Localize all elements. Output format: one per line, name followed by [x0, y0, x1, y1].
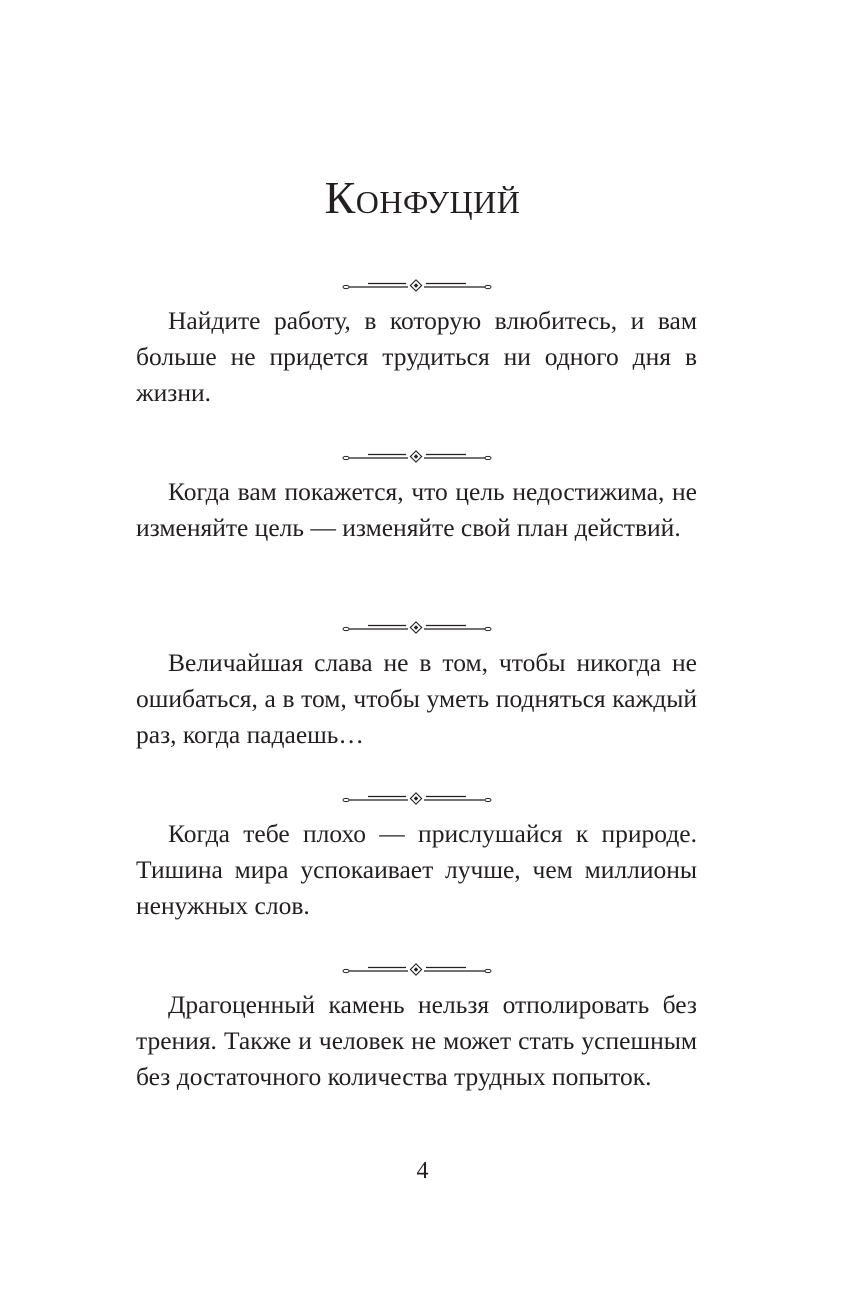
quote-text: Найдите работу, в которую влюбитесь, и вам больше не придется трудиться ни одного дня в жизни.	[136, 306, 697, 407]
quote-3	[136, 645, 697, 753]
quote-text: Когда вам покажется, что цель недостижима, не изменяйте цель — изменяйте свой план действий.	[136, 477, 697, 542]
ornamental-divider-icon	[342, 621, 492, 635]
quote-text: Когда тебе плохо — прислушайся к природе. Тишина мира успокаивает лучше, чем миллионы ненужных слов.	[136, 819, 697, 920]
quote-text: Величайшая слава не в том, чтобы никогда не ошибаться, а в том, чтобы уметь подняться каждый раз, когда падаешь…	[136, 648, 697, 749]
ornamental-divider-icon	[342, 279, 492, 293]
ornamental-divider-icon	[342, 963, 492, 977]
page-title: Конфуций	[324, 172, 521, 223]
ornamental-divider-icon	[342, 792, 492, 806]
quote-1	[136, 303, 697, 411]
ornamental-divider-icon	[342, 450, 492, 464]
quote-text: Драгоценный камень нельзя отполировать без трения. Также и человек не может стать успешным без достаточного количества трудных попыток.	[136, 990, 697, 1091]
quote-5	[136, 987, 697, 1095]
quote-4	[136, 816, 697, 924]
page-number: 4	[416, 1158, 429, 1184]
quote-2	[136, 474, 697, 546]
